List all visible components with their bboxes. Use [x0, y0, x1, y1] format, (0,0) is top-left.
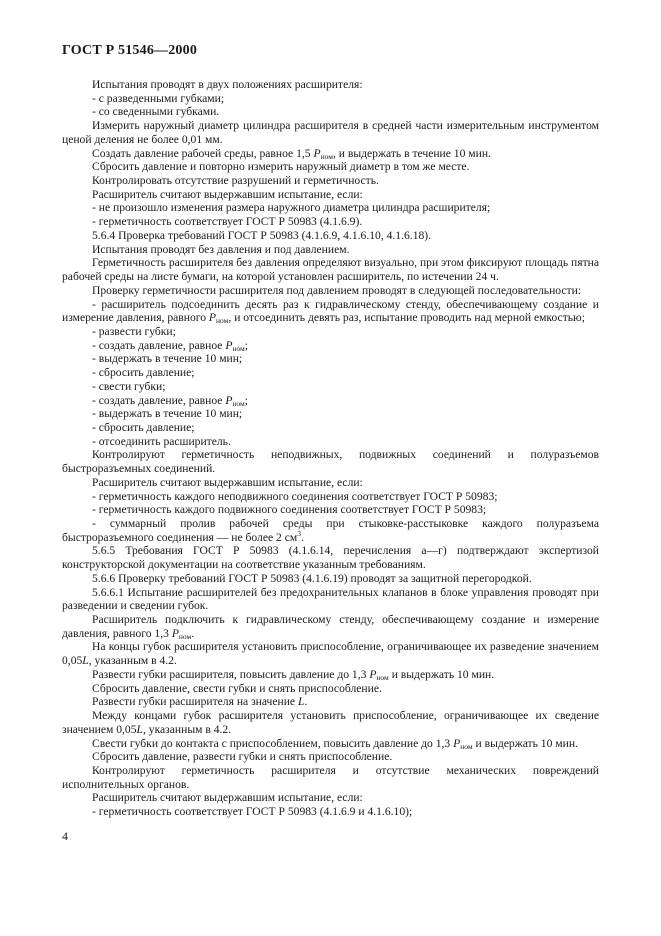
body-paragraph: Расширитель подключить к гидравлическому стенду, обеспечивающему создание и измерение давления, равного 1,3 $P_{ном}$. [62, 613, 599, 641]
body-paragraph: Контролируют герметичность неподвижных, подвижных соединений и полуразъемов быстроразъемных соединений. [62, 448, 599, 476]
body-paragraph: - выдержать в течение 10 мин; [92, 407, 243, 421]
body-paragraph: - не произошло изменения размера наружного диаметра цилиндра расширителя; [92, 201, 491, 215]
body-paragraph: - сбросить давление; [92, 420, 195, 434]
body-paragraph: Сбросить давление, свести губки и снять приспособление. [92, 681, 382, 695]
body-paragraph: - с разведенными губками; [92, 91, 225, 105]
body-paragraph: - свести губки; [92, 379, 166, 393]
body-paragraph: - развести губки; [92, 324, 176, 338]
body-paragraph: Расширитель считают выдержавшим испытание, если: [92, 791, 363, 805]
body-paragraph: Испытания проводят в двух положениях расширителя: [92, 78, 363, 91]
body-paragraph: - суммарный пролив рабочей среды при стыковке-расстыковке каждого полуразъема быстроразъемного соединения — не более 2 $см^3$. [62, 517, 599, 544]
body-paragraph: 5.6.4 Проверка требований ГОСТ Р 50983 (4.1.6.9, 4.1.6.10, 4.1.6.18). [92, 228, 432, 242]
body-paragraph: Развести губки расширителя на значение L. [92, 695, 308, 709]
body-paragraph: Герметичность расширителя без давления определяют визуально, при этом фиксируют площадь пятна рабочей среды на листе бумаги, на которой установлен расширитель, по истечении 24 ч. [62, 256, 599, 284]
body-paragraph: - со сведенными губками. [92, 105, 220, 119]
body-paragraph: - выдержать в течение 10 мин; [92, 352, 243, 366]
body-paragraph: Создать давление рабочей среды, равное 1,5 $P_{ном}$, и выдержать в течение 10 мин. [92, 146, 491, 161]
document-body [62, 78, 599, 819]
body-paragraph: 5.6.5 Требования ГОСТ Р 50983 (4.1.6.14, перечисления а—г) подтверждают экспертизой конструкторской документации на соответствие указанным требованиям. [62, 544, 599, 572]
body-paragraph: Измерить наружный диаметр цилиндра расширителя в средней части измерительным инструментом ценой деления не более 0,01 мм. [62, 119, 599, 146]
document-header-title: ГОСТ Р 51546—2000 [62, 43, 198, 58]
body-paragraph: 5.6.6 Проверку требований ГОСТ Р 50983 (4.1.6.19) проводят за защитной перегородкой. [92, 571, 532, 585]
body-paragraph: Расширитель считают выдержавшим испытание, если: [92, 187, 363, 201]
body-paragraph: Контролируют герметичность расширителя и отсутствие механических повреждений исполнительных органов. [62, 763, 599, 791]
body-paragraph: Сбросить давление, развести губки и снять приспособление. [92, 750, 393, 764]
body-paragraph: Между концами губок расширителя установить приспособление, ограничивающее их сведение значением 0,05L, указанным в 4.2. [62, 709, 599, 736]
body-paragraph: - герметичность каждого подвижного соединения соответствует ГОСТ Р 50983; [92, 503, 487, 517]
body-paragraph: Проверку герметичности расширителя под давлением проводят в следующей последовательности: [92, 283, 582, 297]
body-paragraph: 5.6.6.1 Испытание расширителей без предохранительных клапанов в блоке управления проводят при разведении и сведении губок. [62, 585, 599, 613]
body-paragraph: - герметичность соответствует ГОСТ Р 50983 (4.1.6.9 и 4.1.6.10); [92, 805, 413, 819]
body-paragraph: Свести губки до контакта с приспособлением, повысить давление до 1,3 $P_{ном}$ и выдержать 10 мин. [92, 736, 578, 751]
body-paragraph: Расширитель считают выдержавшим испытание, если: [92, 475, 363, 489]
page-number: 4 [62, 829, 68, 843]
body-paragraph: На концы губок расширителя установить приспособление, ограничивающее их разведение значением 0,05L, указанным в 4.2. [62, 640, 599, 668]
body-paragraph: Испытания проводят без давления и под давлением. [92, 242, 350, 256]
body-paragraph: - сбросить давление; [92, 366, 195, 380]
body-paragraph: - расширитель подсоединить десять раз к гидравлическому стенду, обеспечивающему создание и измерение давления, равного $P_{ном}$, и отсоединить девять раз, испытание проводить над мерной емкостью; [62, 297, 599, 326]
body-paragraph: - герметичность соответствует ГОСТ Р 50983 (4.1.6.9). [92, 215, 363, 229]
body-paragraph: - герметичность каждого неподвижного соединения соответствует ГОСТ Р 50983; [92, 489, 498, 503]
body-paragraph: - создать давление, равное $P_{ном}$; [92, 393, 249, 408]
body-paragraph: Развести губки расширителя, повысить давление до 1,3 $P_{ном}$ и выдержать 10 мин. [92, 667, 495, 682]
body-paragraph: - создать давление, равное $P_{ном}$; [92, 338, 249, 353]
body-paragraph: - отсоединить расширитель. [92, 434, 231, 448]
body-paragraph: Контролировать отсутствие разрушений и герметичность. [92, 174, 379, 188]
body-paragraph: Сбросить давление и повторно измерить наружный диаметр в том же месте. [92, 160, 470, 174]
